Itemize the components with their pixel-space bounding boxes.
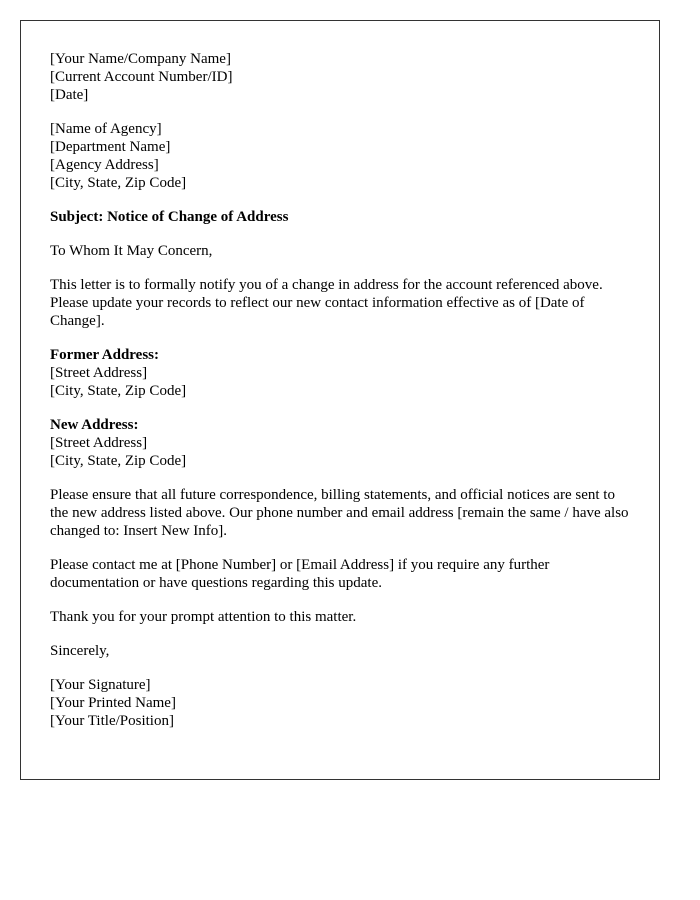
signature-block	[50, 676, 630, 730]
intro-paragraph: This letter is to formally notify you of a change in address for the account referenced above. Please update your records to reflect our new contact information effective as of [Date of Change].	[50, 277, 603, 329]
former-address-heading: Former Address:	[50, 347, 160, 363]
new-address-city: [City, State, Zip Code]	[50, 453, 187, 469]
former-address-block	[50, 346, 630, 400]
new-address-street: [Street Address]	[50, 435, 148, 451]
contact-paragraph: Please contact me at [Phone Number] or [Email Address] if you require any further documentation or have questions regarding this update.	[50, 557, 550, 591]
recipient-department: [Department Name]	[50, 139, 171, 155]
salutation: To Whom It May Concern,	[50, 243, 213, 259]
recipient-address: [Agency Address]	[50, 157, 159, 173]
salutation-block	[50, 242, 630, 260]
new-address-block	[50, 416, 630, 470]
title-line: [Your Title/Position]	[50, 713, 174, 729]
letter-body	[50, 50, 630, 746]
sender-block	[50, 50, 630, 104]
letter-frame	[20, 20, 660, 780]
thanks-line: Thank you for your prompt attention to this matter.	[50, 609, 357, 625]
intro-block	[50, 276, 630, 330]
signature-line: [Your Signature]	[50, 677, 151, 693]
closing-block	[50, 642, 630, 660]
recipient-block	[50, 120, 630, 192]
correspondence-block	[50, 486, 630, 540]
sender-date: [Date]	[50, 87, 89, 103]
thanks-block	[50, 608, 630, 626]
former-address-street: [Street Address]	[50, 365, 148, 381]
correspondence-paragraph: Please ensure that all future correspondence, billing statements, and official notices are sent to the new address listed above. Our phone number and email address [remain the same / have also changed to: Insert New Info].	[50, 487, 629, 539]
subject-block	[50, 208, 630, 226]
sender-name: [Your Name/Company Name]	[50, 51, 231, 67]
contact-block	[50, 556, 630, 592]
subject-line: Subject: Notice of Change of Address	[50, 209, 289, 225]
sender-account: [Current Account Number/ID]	[50, 69, 233, 85]
closing-line: Sincerely,	[50, 643, 110, 659]
printed-name-line: [Your Printed Name]	[50, 695, 176, 711]
recipient-city: [City, State, Zip Code]	[50, 175, 187, 191]
former-address-city: [City, State, Zip Code]	[50, 383, 187, 399]
recipient-agency: [Name of Agency]	[50, 121, 162, 137]
new-address-heading: New Address:	[50, 417, 139, 433]
